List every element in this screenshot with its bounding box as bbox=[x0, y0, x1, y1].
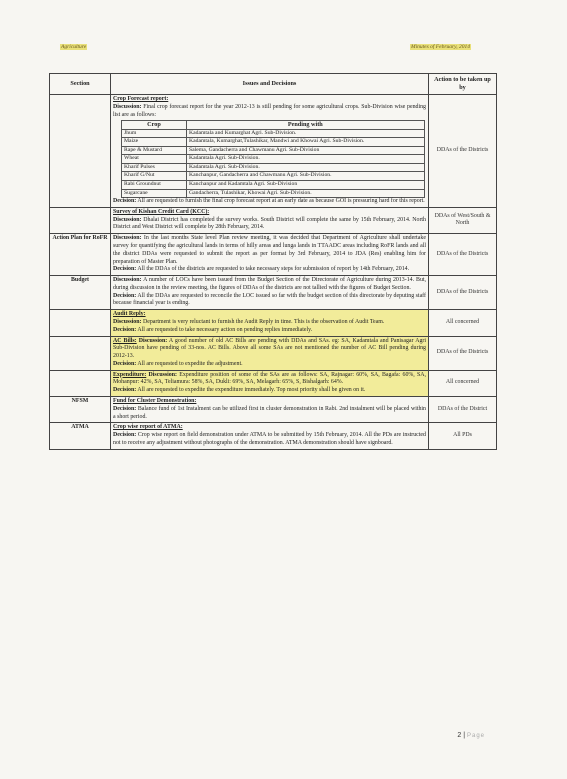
discussion-text: Discussion: Dhalai District has completed the survey works. South District will complete the same by 15th February, 2014. North District and West District will complete by 28th February, 2014. bbox=[113, 216, 426, 231]
discussion-text: Expenditure: Discussion: Expenditure position of some of the SAs are as follows: SA, Rajnagar: 60%, SA, Bagafa: 60%, SA, Mohanpur: 42%, SA, Teliamura: 58%, SA, Dukli: 69%, SA, Melagarh: 65%, S, Bishalgarh: 64%. bbox=[113, 371, 426, 386]
action-cell: All concerned bbox=[429, 370, 497, 396]
section-cell: Budget bbox=[50, 276, 111, 310]
crop-col-header: Crop bbox=[122, 120, 187, 129]
issue-title: Audit Reply: bbox=[113, 311, 146, 318]
issue-title: Survey of Kishan Credit Card (KCC): bbox=[113, 208, 210, 215]
pending-col-header: Pending with bbox=[187, 120, 425, 129]
table-row bbox=[50, 397, 497, 423]
action-cell: DDAs of the Districts bbox=[429, 336, 497, 370]
header-issues: Issues and Decisions bbox=[111, 74, 429, 95]
table-row bbox=[50, 207, 497, 233]
issue-title: Crop wise report of ATMA: bbox=[113, 424, 183, 431]
decision-text: Decision: All the DDAs of the districts are requested to take necessary steps for submission of report by 14th February, 2014. bbox=[113, 266, 410, 273]
table-row bbox=[50, 423, 497, 449]
crop-pending-table bbox=[121, 120, 425, 198]
crop-row: Kharif Pulses Kadamtala Agri. Sub-Division. bbox=[122, 163, 425, 172]
issue-cell bbox=[111, 95, 429, 207]
issue-cell bbox=[111, 234, 429, 276]
issue-cell bbox=[111, 370, 429, 396]
minutes-table bbox=[49, 73, 497, 450]
action-cell: DDAs of the Districts bbox=[429, 276, 497, 310]
table-row bbox=[50, 276, 497, 310]
header-section: Section bbox=[50, 74, 111, 95]
header-right: Minutes of February, 2014 bbox=[411, 44, 470, 50]
issue-cell bbox=[111, 276, 429, 310]
page-number: 2 bbox=[457, 732, 462, 739]
action-cell: DDAs of West/South & North bbox=[429, 207, 497, 233]
section-cell: Action Plan for RoFR bbox=[50, 234, 111, 276]
decision-text: Decision: All are requested to take necessary action on pending replies immediately. bbox=[113, 326, 313, 333]
discussion-text: Discussion: Department is very reluctant to furnish the Audit Reply in time. This is the observation of Audit Team. bbox=[113, 318, 385, 325]
issue-title: Fund for Cluster Demonstration: bbox=[113, 398, 197, 404]
section-cell bbox=[50, 95, 111, 207]
issue-title: Crop Forecast report: bbox=[113, 96, 169, 103]
decision-text: Decision: Crop wise report on field demonstration under ATMA to be submitted by 15th February, 2014. All the PDs are instructed not to receive any adjustment without photographs of the demonstration. ATMA demonstration should have signboard. bbox=[113, 432, 426, 446]
action-cell: DDAs of the Districts bbox=[429, 234, 497, 276]
table-row bbox=[50, 234, 497, 276]
table-row bbox=[50, 336, 497, 370]
decision-text: Decision: Balance fund of 1st Instalment can be utilized first in cluster demonstration in Rabi. 2nd instalment will be placed within a short period. bbox=[113, 405, 426, 420]
issue-cell bbox=[111, 336, 429, 370]
header-action: Action to be taken up by bbox=[429, 74, 497, 95]
section-cell: NFSM bbox=[50, 397, 111, 423]
action-cell: All concerned bbox=[429, 310, 497, 336]
table-row bbox=[50, 95, 497, 207]
crop-row: Wheat Kadamtala Agri. Sub-Division. bbox=[122, 155, 425, 164]
crop-row: Rape & Mustard Salema, Gandacherra and Chawmanu Agri. Sub-Division bbox=[122, 146, 425, 155]
page-word: Page bbox=[466, 733, 485, 739]
action-cell: All PDs bbox=[429, 423, 497, 449]
discussion-text: Discussion: A number of LOCs have been issued from the Budget Section of the Directorate of Agriculture during 2013-14. But, during discussion in the review meeting, the figures of DDAs of the districts are not tallied with the figures of Budget Section. bbox=[113, 277, 426, 291]
page-footer bbox=[457, 732, 485, 739]
crop-row: Sugarcane Gandacherra, Tulashikar, Khowai Agri. Sub-Division. bbox=[122, 189, 425, 198]
decision-text: Decision: All are requested to furnish the final crop forecast report at an early date as because GOI is pressuring hard for this report. bbox=[113, 198, 425, 205]
discussion-text: Discussion: In the last months State level Plan review meeting, it was decided that Department of Agriculture shall undertake survey for quantifying the agricultural lands in terms of hilly areas and lunga lands in TTAADC areas including RoFR lands and all the district DDAs were requested to submit the report as per format by 3rd February, 2014 to JDA (Res) enabling him for preparation of Master Plan. bbox=[113, 235, 426, 265]
section-cell bbox=[50, 336, 111, 370]
section-cell bbox=[50, 207, 111, 233]
table-row bbox=[50, 370, 497, 396]
issue-cell bbox=[111, 397, 429, 423]
issue-cell bbox=[111, 310, 429, 336]
crop-row: Maize Kadamtala, Kumarghat,Tulashikar, Mandwi and Khowai Agri. Sub-Division. bbox=[122, 138, 425, 147]
header-left: Agriculture bbox=[61, 44, 87, 50]
section-cell: ATMA bbox=[50, 423, 111, 449]
issue-cell bbox=[111, 207, 429, 233]
discussion-text: Discussion: Final crop forecast report for the year 2012-13 is still pending for some agricultural crops. Sub-Division wise pending list are as follows: bbox=[113, 104, 426, 118]
page-separator: | bbox=[463, 732, 466, 739]
crop-row: Jhum Kadamtala and Kumarghat Agri. Sub-Division. bbox=[122, 129, 425, 138]
decision-text: Decision: All the DDAs are requested to reconcile the LOC issued so far with the budget section of this directorate by deputing staff because financial year is ending. bbox=[113, 292, 426, 307]
decision-text: Decision: All are requested to expedite the expenditure immediately. Top most priority shall be given on it. bbox=[113, 387, 366, 394]
discussion-text: AC Bills: Discussion: A good number of old AC Bills are pending with DDAs and SAs. eg: SA, Kadamtala and Panisagar Agri Sub-Division have pending of 33-nos. AC Bills. Above all some SAs are not mentioned the number of AC Bill pending during 2012-13. bbox=[113, 337, 426, 360]
action-cell: DDAs of the Districts bbox=[429, 95, 497, 207]
issue-cell bbox=[111, 423, 429, 449]
action-cell: DDAs of the District bbox=[429, 397, 497, 423]
table-header-row bbox=[50, 74, 497, 95]
crop-row: Rabi Groundnut Kanchanpur and Kadamtala Agri. Sub-Division bbox=[122, 181, 425, 190]
section-cell bbox=[50, 370, 111, 396]
crop-row: Kharif G/Nut Kanchanpur, Gandacherra and Chawmanu Agri. Sub-Division. bbox=[122, 172, 425, 181]
section-cell bbox=[50, 310, 111, 336]
decision-text: Decision: All are requested to expedite the adjustment. bbox=[113, 360, 243, 367]
table-row bbox=[50, 310, 497, 336]
